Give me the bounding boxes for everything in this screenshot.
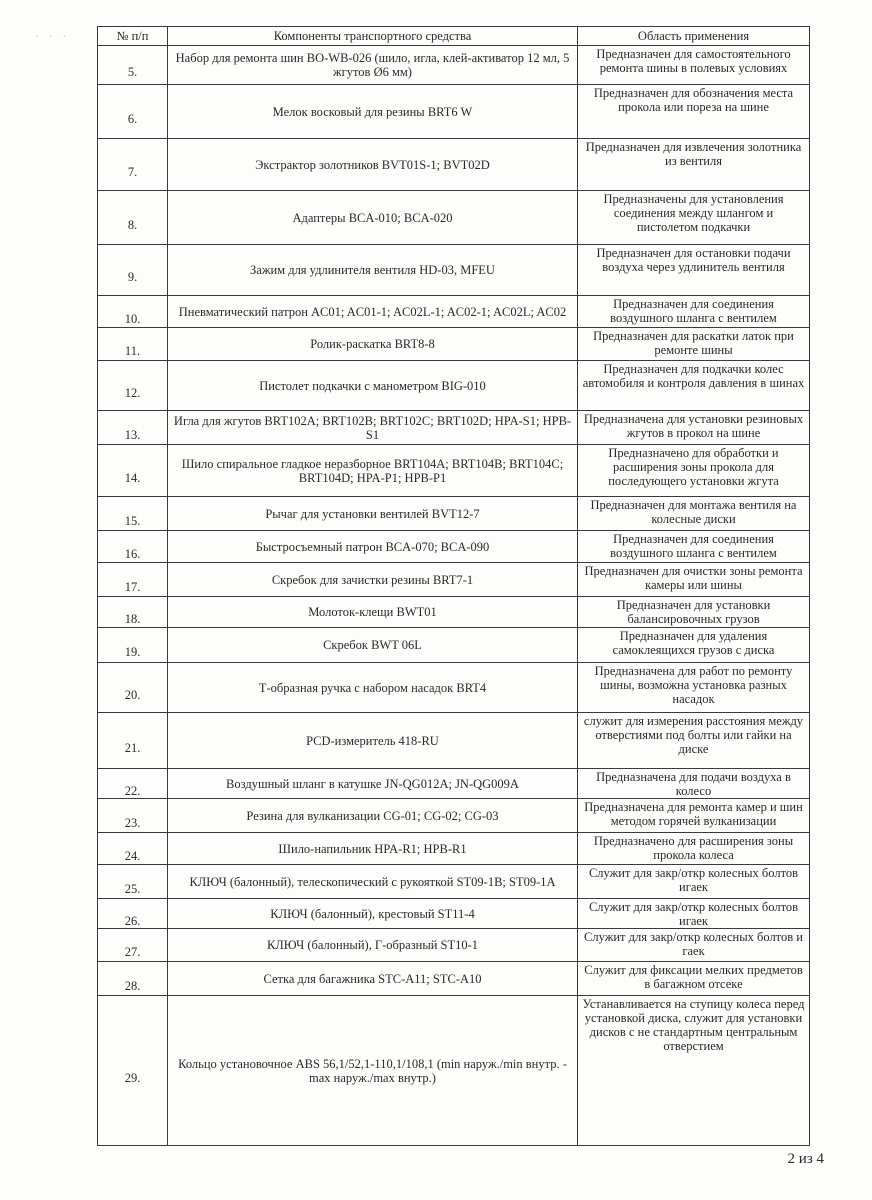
application-cell: Предназначен для удаления самоклеящихся грузов с диска [578, 628, 810, 663]
row-number: 7. [98, 139, 168, 191]
application-cell: Устанавливается на ступицу колеса перед установкой диска, служит для установки дисков с не стандартным центральным отверстием [578, 996, 810, 1146]
component-cell: Пневматический патрон AC01; AC01-1; AC02L-1; AC02-1; AC02L; AC02 [168, 296, 578, 328]
application-cell: Предназначен для очистки зоны ремонта камеры или шины [578, 563, 810, 597]
application-cell: Служит для закр/откр колесных болтов игаек [578, 865, 810, 899]
table-row [98, 245, 810, 296]
table-row [98, 996, 810, 1146]
row-number: 15. [98, 497, 168, 531]
table-row [98, 962, 810, 996]
row-number: 18. [98, 597, 168, 628]
table-header-row [98, 27, 810, 46]
row-number: 10. [98, 296, 168, 328]
application-cell: Предназначены для установления соединения между шлангом и пистолетом подкачки [578, 191, 810, 245]
component-cell: Рычаг для установки вентилей BVT12-7 [168, 497, 578, 531]
application-cell: Предназначен для подкачки колес автомобиля и контроля давления в шинах [578, 361, 810, 411]
row-number: 21. [98, 713, 168, 769]
application-cell: Предназначен для раскатки латок при ремонте шины [578, 328, 810, 361]
row-number: 6. [98, 85, 168, 139]
application-cell: Предназначена для работ по ремонту шины, возможна установка разных насадок [578, 663, 810, 713]
component-cell: КЛЮЧ (балонный), крестовый ST11-4 [168, 899, 578, 929]
row-number: 5. [98, 46, 168, 85]
row-number: 22. [98, 769, 168, 799]
table-row [98, 563, 810, 597]
table-row [98, 497, 810, 531]
component-cell: Молоток-клещи BWT01 [168, 597, 578, 628]
component-cell: Набор для ремонта шин BO-WB-026 (шило, игла, клей-активатор 12 мл, 5 жгутов Ø6 мм) [168, 46, 578, 85]
header-component: Компоненты транспортного средства [168, 27, 578, 46]
component-cell: Мелок восковый для резины BRT6 W [168, 85, 578, 139]
component-cell: Шило-напильник HPA-R1; HPB-R1 [168, 833, 578, 865]
component-cell: Скребок для зачистки резины BRT7-1 [168, 563, 578, 597]
application-cell: Предназначена для ремонта камер и шин методом горячей вулканизации [578, 799, 810, 833]
component-cell: КЛЮЧ (балонный), Г-образный ST10-1 [168, 929, 578, 962]
application-cell: Предназначен для остановки подачи воздуха через удлинитель вентиля [578, 245, 810, 296]
component-cell: Пистолет подкачки с манометром BIG-010 [168, 361, 578, 411]
application-cell: Предназначен для монтажа вентиля на колесные диски [578, 497, 810, 531]
table-row [98, 191, 810, 245]
row-number: 16. [98, 531, 168, 563]
table-row [98, 46, 810, 85]
application-cell: Предназначен для соединения воздушного шланга с вентилем [578, 531, 810, 563]
row-number: 12. [98, 361, 168, 411]
application-cell: Предназначена для подачи воздуха в колесо [578, 769, 810, 799]
application-cell: Служит для закр/откр колесных болтов и гаек [578, 929, 810, 962]
components-table [97, 26, 810, 1146]
application-cell: Предназначен для обозначения места прокола или пореза на шине [578, 85, 810, 139]
application-cell: Предназначено для расширения зоны прокола колеса [578, 833, 810, 865]
row-number: 17. [98, 563, 168, 597]
scan-artifact: · · · [35, 32, 70, 43]
table-row [98, 411, 810, 445]
row-number: 23. [98, 799, 168, 833]
component-cell: Экстрактор золотников BVT01S-1; BVT02D [168, 139, 578, 191]
table-row [98, 628, 810, 663]
component-cell: Резина для вулканизации CG-01; CG-02; CG-03 [168, 799, 578, 833]
table-row [98, 597, 810, 628]
table-row [98, 445, 810, 497]
table-row [98, 85, 810, 139]
application-cell: Предназначен для соединения воздушного шланга с вентилем [578, 296, 810, 328]
table-row [98, 361, 810, 411]
application-cell: Предназначена для установки резиновых жгутов в прокол на шине [578, 411, 810, 445]
table-row [98, 865, 810, 899]
table-row [98, 799, 810, 833]
table-row [98, 139, 810, 191]
component-cell: Скребок BWT 06L [168, 628, 578, 663]
component-cell: Быстросъемный патрон BCA-070; BCA-090 [168, 531, 578, 563]
table-row [98, 531, 810, 563]
table-row [98, 663, 810, 713]
row-number: 11. [98, 328, 168, 361]
component-cell: Шило спиральное гладкое неразборное BRT104A; BRT104B; BRT104C; BRT104D; HPA-P1; HPB-P1 [168, 445, 578, 497]
row-number: 24. [98, 833, 168, 865]
component-cell: Т-образная ручка с набором насадок BRT4 [168, 663, 578, 713]
component-cell: КЛЮЧ (балонный), телескопический с рукояткой ST09-1B; ST09-1A [168, 865, 578, 899]
table-row [98, 929, 810, 962]
row-number: 9. [98, 245, 168, 296]
table-row [98, 713, 810, 769]
row-number: 8. [98, 191, 168, 245]
table-row [98, 833, 810, 865]
component-cell: Зажим для удлинителя вентиля HD-03, MFEU [168, 245, 578, 296]
application-cell: Предназначен для самостоятельного ремонта шины в полевых условиях [578, 46, 810, 85]
application-cell: Служит для фиксации мелких предметов в багажном отсеке [578, 962, 810, 996]
row-number: 19. [98, 628, 168, 663]
page-number: 2 из 4 [787, 1151, 824, 1167]
row-number: 26. [98, 899, 168, 929]
component-cell: Воздушный шланг в катушке JN-QG012A; JN-QG009A [168, 769, 578, 799]
row-number: 13. [98, 411, 168, 445]
application-cell: Предназначен для извлечения золотника из вентиля [578, 139, 810, 191]
row-number: 27. [98, 929, 168, 962]
header-application: Область применения [578, 27, 810, 46]
application-cell: Служит для закр/откр колесных болтов игаек [578, 899, 810, 929]
component-cell: Адаптеры BCA-010; BCA-020 [168, 191, 578, 245]
application-cell: служит для измерения расстояния между отверстиями под болты или гайки на диске [578, 713, 810, 769]
table-row [98, 899, 810, 929]
row-number: 29. [98, 996, 168, 1146]
table-row [98, 769, 810, 799]
component-cell: Игла для жгутов BRT102A; BRT102B; BRT102C; BRT102D; HPA-S1; HPB-S1 [168, 411, 578, 445]
row-number: 20. [98, 663, 168, 713]
component-cell: PCD-измеритель 418-RU [168, 713, 578, 769]
header-number: № п/п [98, 27, 168, 46]
component-cell: Сетка для багажника STC-A11; STC-A10 [168, 962, 578, 996]
table-row [98, 328, 810, 361]
application-cell: Предназначен для установки балансировочных грузов [578, 597, 810, 628]
component-cell: Кольцо установочное ABS 56,1/52,1-110,1/108,1 (min наруж./min внутр. - max наруж./max внутр.) [168, 996, 578, 1146]
row-number: 14. [98, 445, 168, 497]
component-cell: Ролик-раскатка BRT8-8 [168, 328, 578, 361]
row-number: 25. [98, 865, 168, 899]
application-cell: Предназначено для обработки и расширения зоны прокола для последующего установки жгута [578, 445, 810, 497]
row-number: 28. [98, 962, 168, 996]
table-row [98, 296, 810, 328]
